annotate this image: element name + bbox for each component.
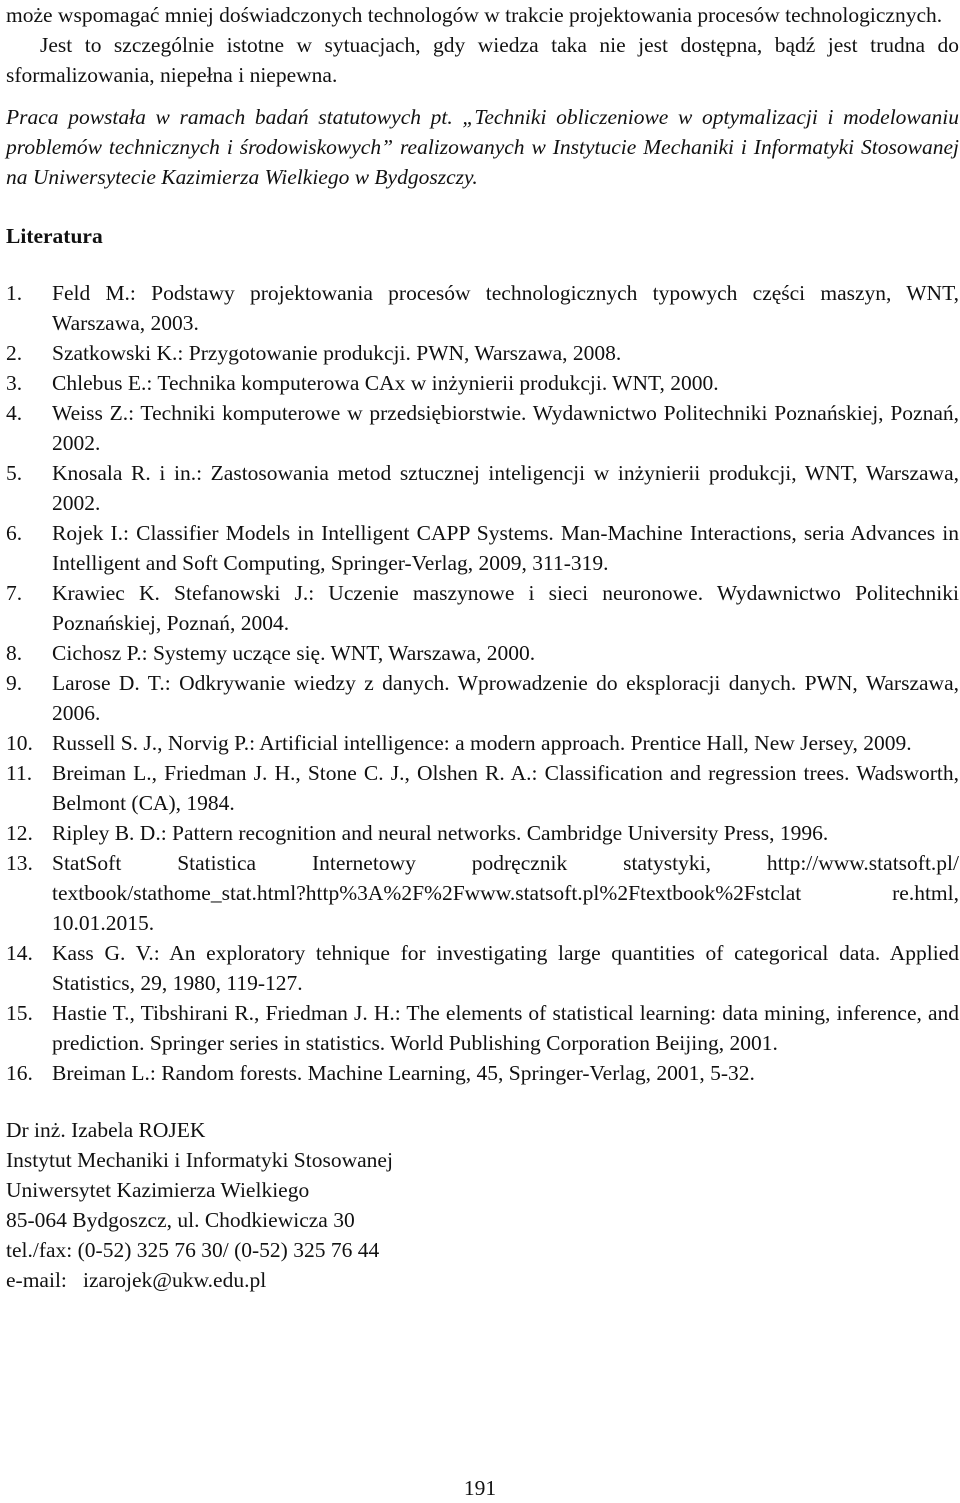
reference-item: [6, 758, 959, 818]
reference-item: [6, 338, 959, 368]
author-email: e-mail: izarojek@ukw.edu.pl: [6, 1268, 267, 1292]
reference-item: [6, 368, 959, 398]
reference-text: Hastie T., Tibshirani R., Friedman J. H.: The elements of statistical learning: data mining, inference, and prediction. Springer series in statistics. World Publishing Corporation Beijing, 2001.: [52, 1001, 959, 1055]
reference-text: Knosala R. i in.: Zastosowania metod sztucznej inteligencji w inżynierii produkcji, WNT, Warszawa, 2002.: [52, 461, 959, 515]
reference-text: StatSoft Statistica Internetowy podręcznik statystyki, http://www.statsoft.pl/ textbook/stathome_stat.html?http%3A%2F%2Fwww.statsoft.pl%2Ftextbook%2Fstclat re.html, 10.01.2015.: [52, 851, 959, 935]
reference-number: 5 .: [6, 458, 22, 488]
reference-text: Russell S. J., Norvig P.: Artificial intelligence: a modern approach. Prentice Hall, New Jersey, 2009.: [52, 731, 912, 755]
reference-item: [6, 818, 959, 848]
reference-number: 3 .: [6, 368, 22, 398]
reference-item: [6, 278, 959, 338]
reference-item: [6, 638, 959, 668]
reference-list: [6, 278, 959, 1088]
reference-number: 11 .: [6, 758, 32, 788]
reference-number: 8 .: [6, 638, 22, 668]
reference-item: [6, 728, 959, 758]
author-block: [6, 1115, 959, 1295]
reference-text: Szatkowski K.: Przygotowanie produkcji. PWN, Warszawa, 2008.: [52, 341, 622, 365]
reference-text: Rojek I.: Classifier Models in Intelligent CAPP Systems. Man-Machine Interactions, seria Advances in Intelligent and Soft Computing, Springer-Verlag, 2009, 311-319.: [52, 521, 959, 575]
author-university: Uniwersytet Kazimierza Wielkiego: [6, 1178, 310, 1202]
reference-item: [6, 458, 959, 518]
reference-text: Krawiec K. Stefanowski J.: Uczenie maszynowe i sieci neuronowe. Wydawnictwo Politechniki Poznańskiej, Poznań, 2004.: [52, 581, 959, 635]
reference-text: Weiss Z.: Techniki komputerowe w przedsiębiorstwie. Wydawnictwo Politechniki Poznańskiej, Poznań, 2002.: [52, 401, 959, 455]
reference-item: [6, 668, 959, 728]
reference-number: 4 .: [6, 398, 22, 428]
reference-text: Ripley B. D.: Pattern recognition and neural networks. Cambridge University Press, 1996.: [52, 821, 829, 845]
reference-item: [6, 998, 959, 1058]
reference-text: Breiman L., Friedman J. H., Stone C. J., Olshen R. A.: Classification and regression trees. Wadsworth, Belmont (CA), 1984.: [52, 761, 959, 815]
reference-text: Breiman L.: Random forests. Machine Learning, 45, Springer-Verlag, 2001, 5-32.: [52, 1061, 755, 1085]
reference-text: Larose D. T.: Odkrywanie wiedzy z danych. Wprowadzenie do eksploracji danych. PWN, Warszawa, 2006.: [52, 671, 959, 725]
author-address: 85-064 Bydgoszcz, ul. Chodkiewicza 30: [6, 1208, 355, 1232]
reference-text: Chlebus E.: Technika komputerowa CAx w inżynierii produkcji. WNT, 2000.: [52, 371, 719, 395]
reference-item: [6, 848, 959, 938]
reference-item: [6, 518, 959, 578]
reference-number: 14 .: [6, 938, 33, 968]
paragraph-continuation: może wspomagać mniej doświadczonych technologów w trakcie projektowania procesów technologicznych.: [6, 3, 943, 27]
paragraph-knowledge: Jest to szczególnie istotne w sytuacjach, gdy wiedza taka nie jest dostępna, bądź jest trudna do sformalizowania, niepełna i niepewna.: [6, 33, 959, 87]
author-institute: Instytut Mechaniki i Informatyki Stosowanej: [6, 1148, 393, 1172]
page-number: 191: [463, 1476, 497, 1500]
reference-number: 12 .: [6, 818, 33, 848]
reference-item: [6, 938, 959, 998]
author-phone: tel./fax: (0-52) 325 76 30/ (0-52) 325 76 44: [6, 1238, 380, 1262]
reference-number: 13 .: [6, 848, 33, 878]
reference-number: 1 .: [6, 278, 22, 308]
author-name: Dr inż. Izabela ROJEK: [6, 1118, 206, 1142]
funding-note: Praca powstała w ramach badań statutowych pt. „Techniki obliczeniowe w optymalizacji i modelowaniu problemów technicznych i środowiskowych” realizowanych w Instytucie Mechaniki i Informatyki Stosowanej na Uniwersytecie Kazimierza Wielkiego w Bydgoszczy.: [6, 105, 959, 189]
reference-text: Feld M.: Podstawy projektowania procesów technologicznych typowych części maszyn, WNT, Warszawa, 2003.: [52, 281, 959, 335]
reference-item: [6, 1058, 959, 1088]
reference-number: 7 .: [6, 578, 22, 608]
reference-text: Kass G. V.: An exploratory tehnique for investigating large quantities of categorical data. Applied Statistics, 29, 1980, 119-127.: [52, 941, 959, 995]
reference-item: [6, 398, 959, 458]
reference-number: 6 .: [6, 518, 22, 548]
document-page: [6, 0, 959, 1295]
references-heading: Literatura: [6, 224, 103, 248]
reference-number: 9 .: [6, 668, 22, 698]
reference-number: 15 .: [6, 998, 33, 1028]
reference-number: 16 .: [6, 1058, 33, 1088]
reference-number: 10 .: [6, 728, 33, 758]
reference-item: [6, 578, 959, 638]
reference-number: 2 .: [6, 338, 22, 368]
reference-text: Cichosz P.: Systemy uczące się. WNT, Warszawa, 2000.: [52, 641, 536, 665]
